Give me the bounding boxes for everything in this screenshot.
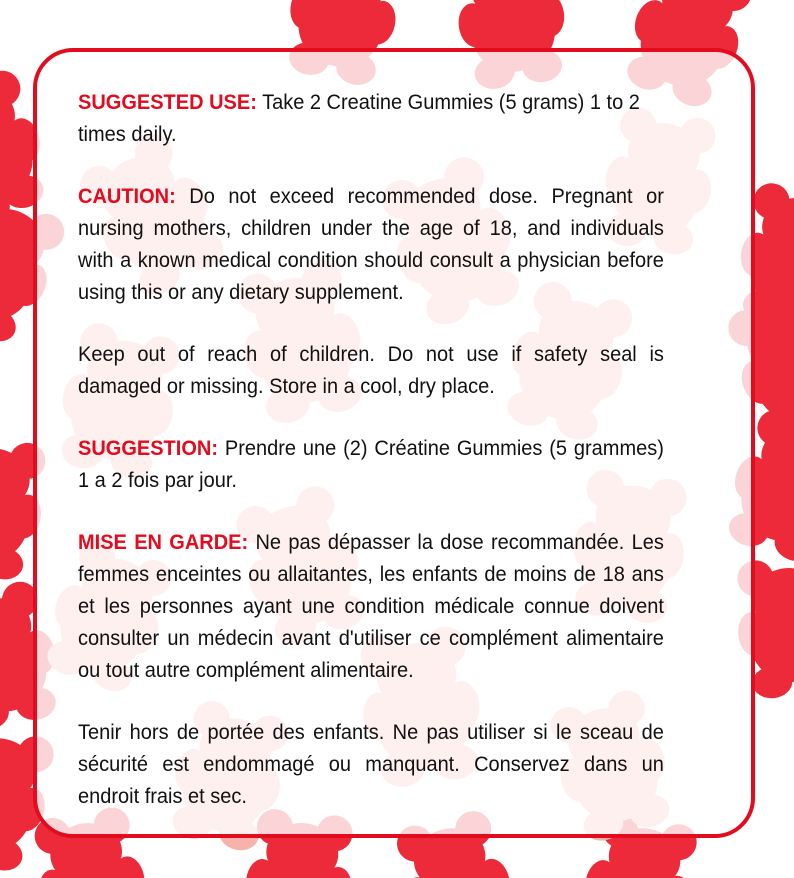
section-text: Prendre une (2) Créatine Gummies (5 grammes) 1 a 2 fois par jour. (78, 436, 664, 492)
section-storage (78, 338, 664, 402)
section-heading: CAUTION: (78, 184, 176, 208)
section-suggested-use (78, 86, 664, 150)
label-content (78, 86, 664, 842)
section-suggestion-fr (78, 432, 664, 496)
section-mise-en-garde (78, 526, 664, 686)
section-text: Tenir hors de portée des enfants. Ne pas utiliser si le sceau de sécurité est endommagé ou manquant. Conservez dans un endroit frais et sec. (78, 720, 664, 808)
section-heading: SUGGESTED USE: (78, 90, 257, 114)
section-text: Keep out of reach of children. Do not use if safety seal is damaged or missing. Store in a cool, dry place. (78, 342, 664, 398)
section-caution (78, 180, 664, 308)
section-text: Do not exceed recommended dose. Pregnant or nursing mothers, children under the age of 18, and individuals with a known medical condition should consult a physician before using this or any dietary supplement. (78, 184, 664, 304)
section-heading: MISE EN GARDE: (78, 530, 249, 554)
section-storage-fr (78, 716, 664, 812)
section-text: Ne pas dépasser la dose recommandée. Les femmes enceintes ou allaitantes, les enfants de moins de 18 ans et les personnes ayant une condition médicale connue doivent consulter un médecin avant d'utiliser ce complément alimentaire ou tout autre complément alimentaire. (78, 530, 664, 682)
section-heading: SUGGESTION: (78, 436, 218, 460)
section-text: Take 2 Creatine Gummies (5 grams) 1 to 2 times daily. (78, 90, 640, 146)
